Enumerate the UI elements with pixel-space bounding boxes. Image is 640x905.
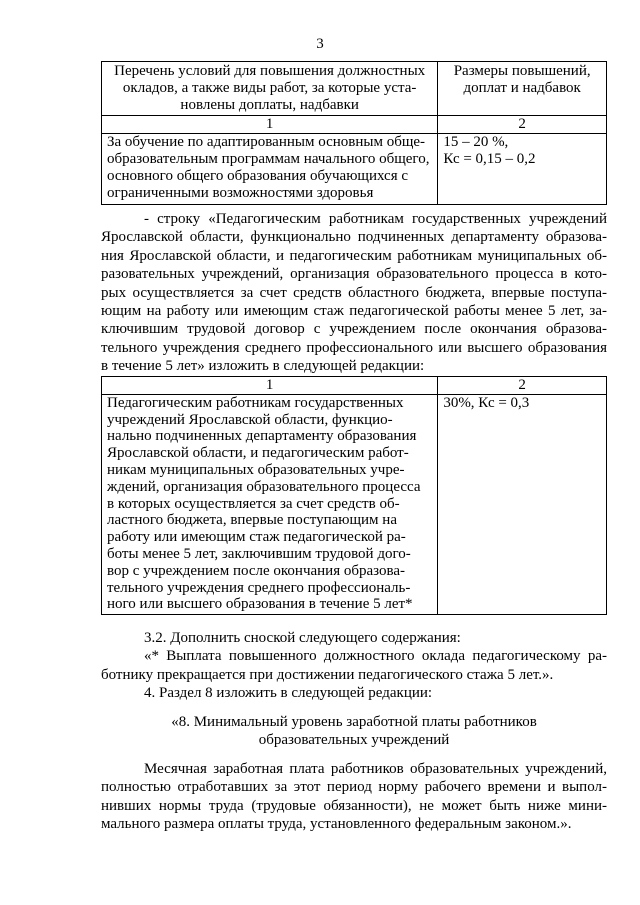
text-line: разовательных учреждений, организация образовательного процесса в кото-	[101, 266, 607, 283]
header-line: новлены доплаты, надбавки	[180, 96, 359, 113]
cell-line: ного или высшего образования в течение 5 лет*	[107, 596, 413, 613]
cell-line: Ярославской области, и педагогическим работ-	[107, 445, 409, 462]
cell-line: образовательным программам начального общего,	[107, 150, 430, 167]
condition-cell	[102, 134, 438, 205]
allowance-table-2	[101, 376, 607, 615]
text-line: ключившим трудовой договор с учреждением после окончания образова-	[101, 321, 607, 338]
column-number: 2	[438, 116, 607, 134]
section-3-2	[101, 629, 607, 703]
page-number: 3	[316, 36, 324, 52]
column-number-row	[102, 377, 607, 395]
column-number: 1	[102, 377, 438, 395]
header-line: окладов, а также виды работ, за которые уста-	[122, 79, 417, 96]
text-line: мального размера оплаты труда, установленного федеральным законом.».	[101, 816, 572, 833]
text-line: ния Ярославской области, и педагогическим работникам муниципальных об-	[101, 247, 607, 264]
text-line: тельного учреждения среднего профессионального или высшего образования	[101, 339, 607, 356]
header-line: доплат и надбавок	[463, 79, 581, 96]
cell-line: ограниченными возможностями здоровья	[107, 184, 374, 201]
text-line: ющим на работу или имеющим стаж педагогической работы менее 5 лет, за-	[101, 303, 607, 320]
column-number: 2	[438, 377, 607, 395]
text-line: в течение 5 лет» изложить в следующей редакции:	[101, 358, 425, 375]
header-conditions-cell	[102, 62, 438, 116]
cell-line: в которых осуществляется за счет средств об-	[107, 495, 400, 512]
cell-line: боты менее 5 лет, заключившим трудовой дого-	[107, 545, 411, 562]
heading-line: образовательных учреждений	[258, 732, 450, 749]
cell-line: Педагогическим работникам государственных	[107, 394, 404, 411]
heading-line: «8. Минимальный уровень заработной платы работников	[171, 714, 537, 730]
cell-line: работу или имеющим стаж педагогической ра-	[107, 529, 406, 546]
amendment-paragraph	[101, 210, 607, 376]
text-line: «* Выплата повышенного должностного оклада педагогическому ра-	[144, 648, 607, 665]
section-8-heading	[101, 713, 607, 750]
condition-cell	[102, 394, 438, 614]
size-cell	[438, 134, 607, 205]
cell-line: никам муниципальных образовательных учре-	[107, 461, 405, 478]
header-line: Размеры повышений,	[453, 63, 591, 79]
text-line: 4. Раздел 8 изложить в следующей редакции:	[144, 685, 433, 702]
header-line: Перечень условий для повышения должностных	[114, 63, 426, 79]
table-row	[102, 394, 607, 614]
cell-line: ластного бюджета, впервые поступающим на	[107, 512, 397, 529]
size-cell: 30%, Кс = 0,3	[438, 394, 607, 614]
text-line: - строку «Педагогическим работникам государственных учреждений	[144, 211, 607, 227]
column-number: 1	[102, 116, 438, 134]
cell-line: ждений, организация образовательного процесса	[107, 478, 421, 495]
cell-line: 15 – 20 %,	[443, 134, 509, 151]
cell-line: Кс = 0,15 – 0,2	[443, 150, 536, 167]
text-line: рых осуществляется за счет средств областного бюджета, впервые поступа-	[101, 284, 607, 301]
table-row	[102, 134, 607, 205]
text-line: ботнику прекращается при достижении педагогического стажа 5 лет.».	[101, 666, 554, 683]
cell-line: нально подчиненных департаменту образования	[107, 428, 417, 445]
table-header-row	[102, 62, 607, 116]
text-line: Ярославской области, функционально подчиненных департаменту образова-	[101, 229, 607, 246]
text-line: 3.2. Дополнить сноской следующего содержания:	[144, 630, 461, 646]
header-sizes-cell	[438, 62, 607, 116]
text-line: полностью отработавших за этот период норму рабочего времени и выпол-	[101, 779, 607, 796]
cell-line: вор с учреждением после окончания образова-	[107, 562, 406, 579]
cell-line: тельного учреждения среднего профессиональ-	[107, 579, 411, 596]
column-number-row	[102, 116, 607, 134]
section-8-text	[101, 760, 607, 834]
text-line: нивших нормы труда (трудовые обязанности), не может быть ниже мини-	[101, 797, 607, 814]
cell-line: учреждений Ярославской области, функцио-	[107, 411, 393, 428]
allowance-table-1	[101, 61, 607, 205]
cell-line: За обучение по адаптированным основным обще-	[107, 134, 426, 151]
text-line: Месячная заработная плата работников образовательных учреждений,	[144, 761, 607, 777]
cell-line: основного общего образования обучающихся с	[107, 167, 409, 184]
